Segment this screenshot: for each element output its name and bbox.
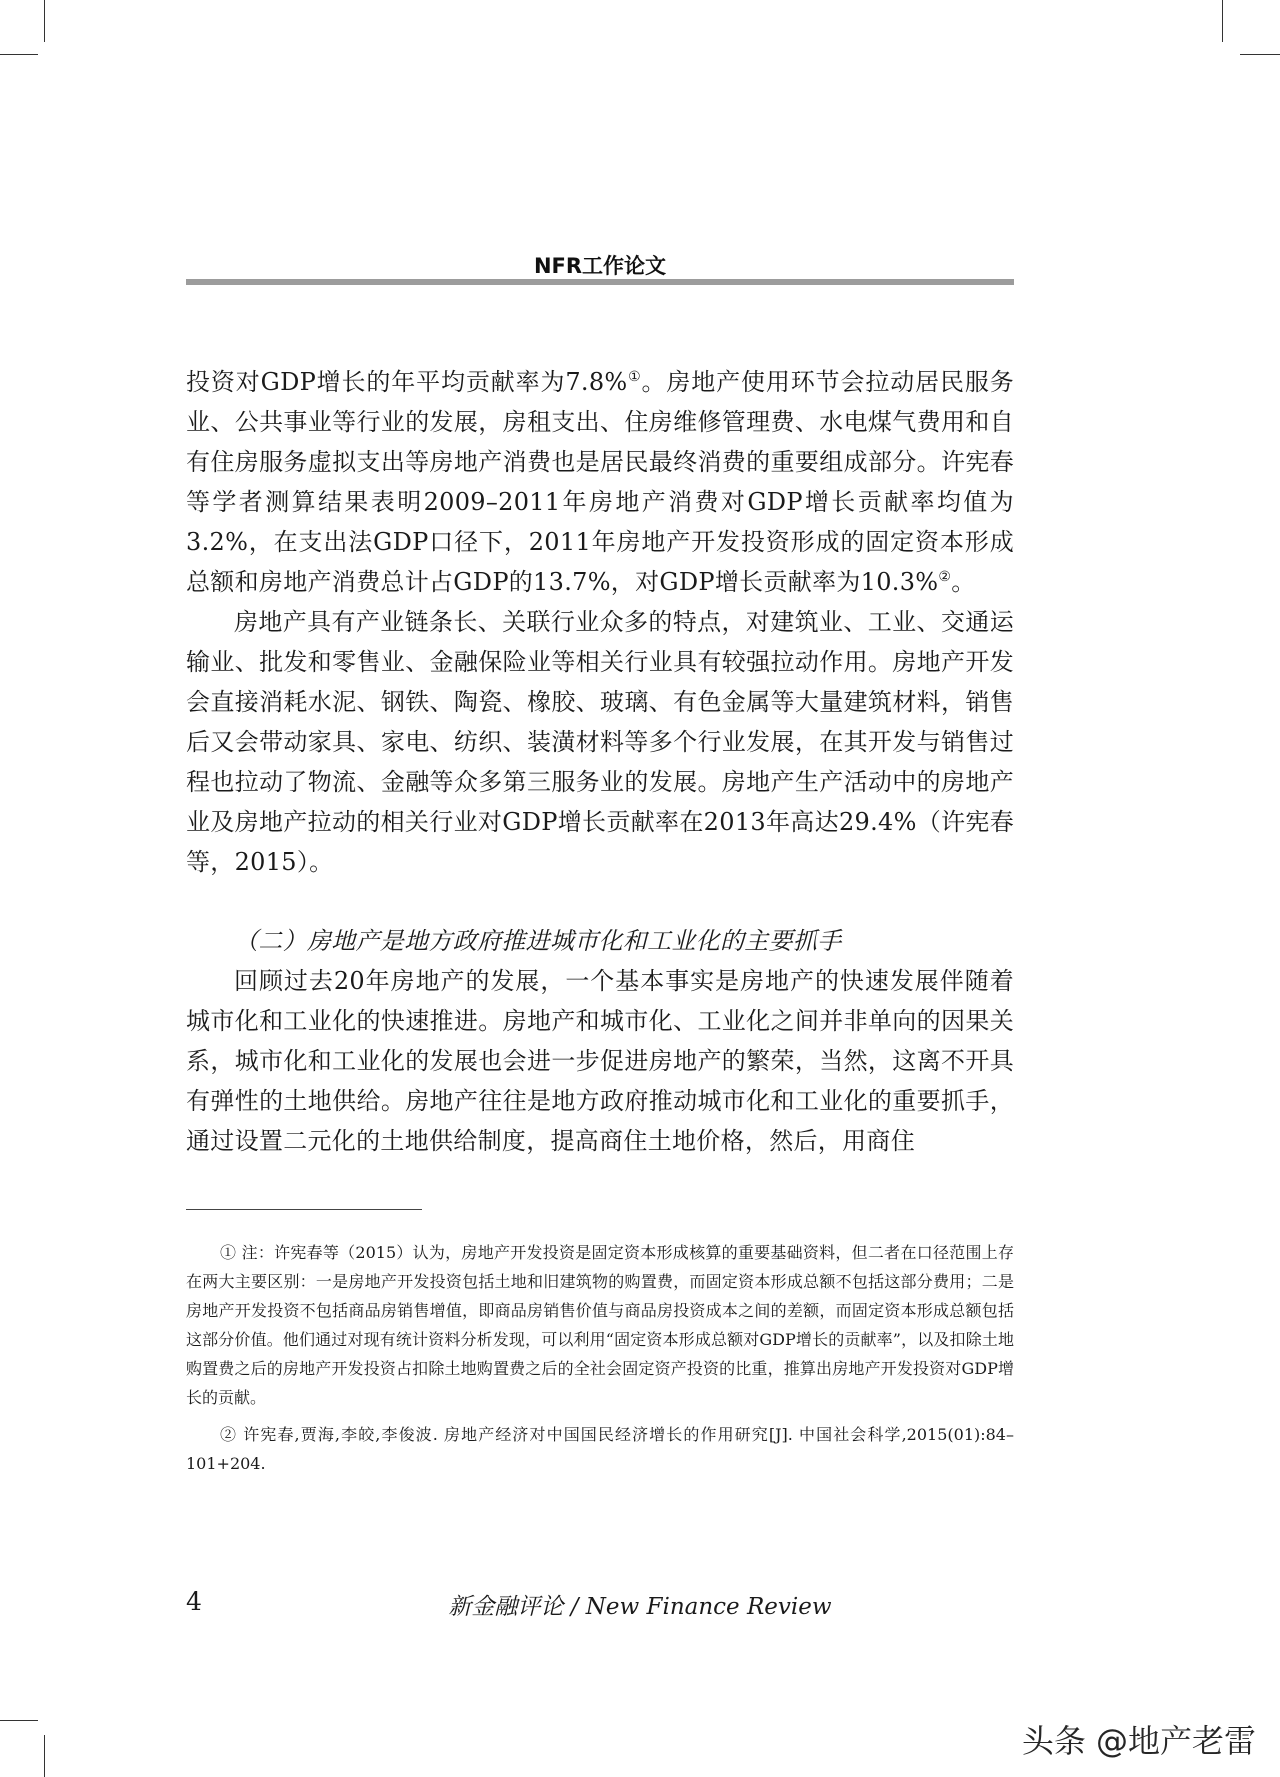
footnote-1: ① 注：许宪春等（2015）认为，房地产开发投资是固定资本形成核算的重要基础资料，但二者在口径范围上存在两大主要区别：一是房地产开发投资包括土地和旧建筑物的购置费，而固定资本形成总额不包括这部分费用；二是房地产开发投资不包括商品房销售增值，即商品房销售价值与商品房投资成本之间的差额，而固定资本形成总额包括这部分价值。他们通过对现有统计资料分析发现，可以利用“固定资本形成总额对GDP增长的贡献率”，以及扣除土地购置费之后的房地产开发投资占扣除土地购置费之后的全社会固定资产投资的比重，推算出房地产开发投资对GDP增长的贡献。: [186, 1243, 1014, 1407]
footnote-rule: [186, 1209, 422, 1210]
crop-mark-bottom-left-h: [0, 1720, 38, 1721]
footnote-ref-1[interactable]: ①: [627, 369, 642, 385]
paragraph-2: 房地产具有产业链条长、关联行业众多的特点，对建筑业、工业、交通运输业、批发和零售业、金融保险业等相关行业具有较强拉动作用。房地产开发会直接消耗水泥、钢铁、陶瓷、橡胶、玻璃、有色金属等大量建筑材料，销售后又会带动家具、家电、纺织、装潢材料等多个行业发展，在其开发与销售过程也拉动了物流、金融等众多第三服务业的发展。房地产生产活动中的房地产业及房地产拉动的相关行业对GDP增长贡献率在2013年高达29.4%（许宪春等，2015）。: [186, 608, 1014, 876]
crop-mark-top-right-h: [1240, 54, 1280, 55]
page-number: 4: [186, 1587, 202, 1616]
crop-mark-bottom-left-v: [44, 1735, 45, 1777]
crop-mark-top-left-v: [44, 0, 45, 42]
crop-mark-top-left-h: [0, 54, 38, 55]
footnote-2: ② 许宪春,贾海,李皎,李俊波. 房地产经济对中国国民经济增长的作用研究[J]. 中国社会科学,2015(01):84–101+204.: [186, 1425, 1014, 1473]
crop-mark-top-right-v: [1222, 0, 1223, 42]
paragraph-1: 投资对GDP增长的年平均贡献率为7.8%①。房地产使用环节会拉动居民服务业、公共事业等行业的发展，房租支出、住房维修管理费、水电煤气费用和自有住房服务虚拟支出等房地产消费也是居民最终消费的重要组成部分。许宪春等学者测算结果表明2009–2011年房地产消费对GDP增长贡献率均值为3.2%，在支出法GDP口径下，2011年房地产开发投资形成的固定资本形成总额和房地产消费总计占GDP的13.7%，对GDP增长贡献率为10.3%②。: [186, 368, 1014, 596]
running-header-title: NFR工作论文: [533, 254, 667, 278]
paragraph-3: 回顾过去20年房地产的发展，一个基本事实是房地产的快速发展伴随着城市化和工业化的快速推进。房地产和城市化、工业化之间并非单向的因果关系，城市化和工业化的发展也会进一步促进房地产的繁荣，当然，这离不开具有弹性的土地供给。房地产往往是地方政府推动城市化和工业化的重要抓手，通过设置二元化的土地供给制度，提高商住土地价格，然后，用商住: [186, 967, 1014, 1155]
section-heading: （二）房地产是地方政府推进城市化和工业化的主要抓手: [234, 927, 842, 955]
footnotes: [186, 1238, 1014, 1486]
journal-name: 新金融评论 / New Finance Review: [448, 1594, 832, 1620]
header-rule: [186, 279, 1014, 285]
body-text: [186, 362, 1014, 1161]
footnote-ref-2[interactable]: ②: [938, 569, 952, 585]
watermark-text: 头条 @地产老雷: [1021, 1722, 1256, 1760]
